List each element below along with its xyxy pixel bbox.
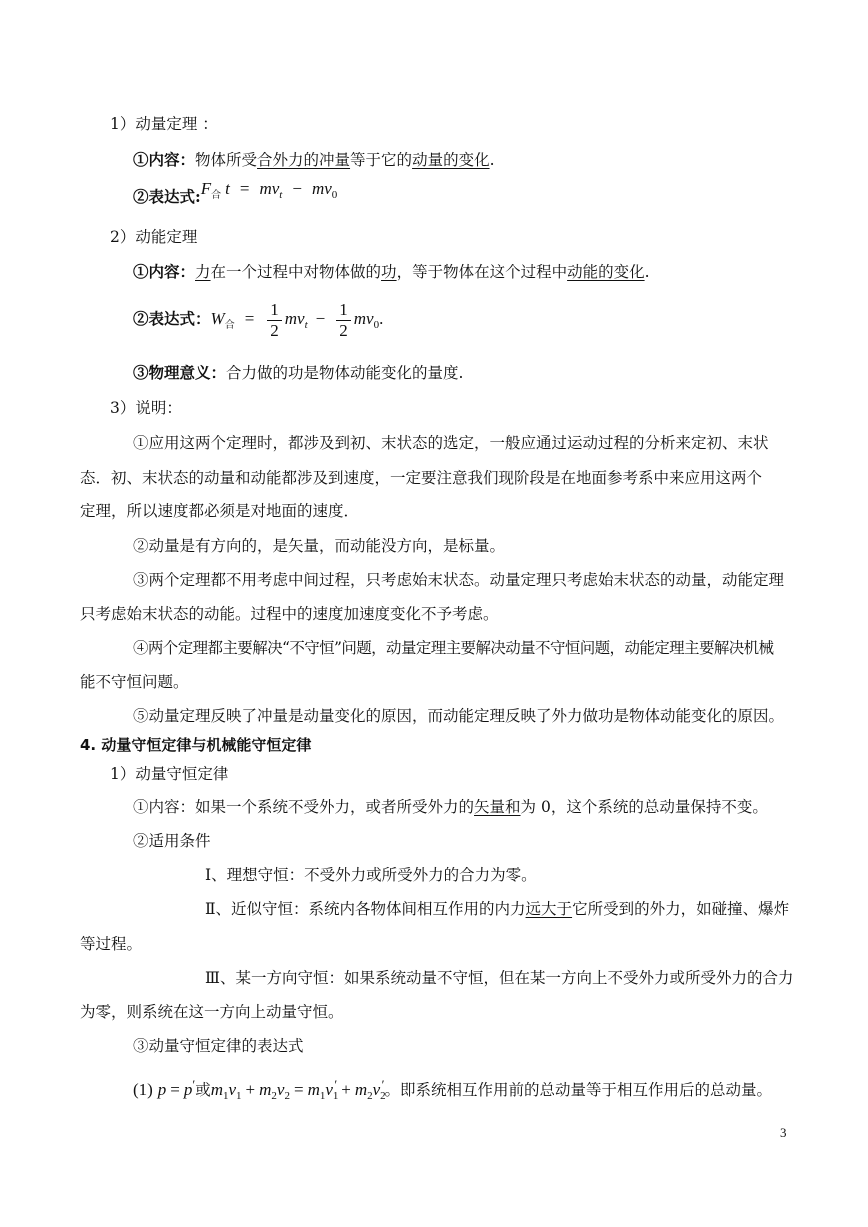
kinetic-theorem-content: ①内容：力在一个过程中对物体做的功，等于物体在这个过程中动能的变化. xyxy=(133,262,650,281)
note-line: ③两个定理都不用考虑中间过程，只考虑始末状态。动量定理只考虑始末状态的动量，动能定理 xyxy=(133,571,785,589)
underlined-term: 远大于 xyxy=(525,900,573,918)
note-line: ④两个定理都主要解决“不守恒”问题，动量定理主要解决动量不守恒问题，动能定理主要解决机械 xyxy=(133,639,774,657)
note-line: 态．初、末状态的动量和动能都涉及到速度，一定要注意我们现阶段是在地面参考系中来应用这两个 xyxy=(80,469,763,487)
section-title-momentum-theorem: 1）动量定理 ： xyxy=(110,115,218,133)
underlined-term: 合外力的冲量 xyxy=(257,151,351,169)
section-title-kinetic-energy-theorem: 2）动能定理 xyxy=(110,228,198,246)
note-line: ①应用这两个定理时，都涉及到初、末状态的选定，一般应通过运动过程的分析来定初、末状 xyxy=(133,434,769,452)
underlined-term: 动量的变化 xyxy=(412,151,490,169)
expression-title: ③动量守恒定律的表达式 xyxy=(133,1037,304,1055)
note-line: 只考虑始末状态的动能。过程中的速度加速度变化不予考虑。 xyxy=(80,605,499,623)
heading-conservation-laws: 4. 动量守恒定律与机械能守恒定律 xyxy=(80,736,312,754)
condition-one-direction: Ⅲ、某一方向守恒：如果系统动量不守恒，但在某一方向上不受外力或所受外力的合力 xyxy=(205,969,794,987)
note-line: 能不守恒问题。 xyxy=(80,673,189,691)
page-number: 3 xyxy=(780,1125,787,1140)
formula-work-energy: $W_合$ = $\frac{1}{2}$ $mv_t$ − $\frac{1}{2}$ $mv_0$. xyxy=(210,299,384,340)
content-label: ①内容： xyxy=(133,150,196,169)
formula-momentum-sum: $m_1v_1 + m_2v_2 = m_1v_1' + m_2v_2'$ xyxy=(210,1077,386,1102)
kinetic-theorem-expression: ②表达式：$W_合$ = $\frac{1}{2}$ $mv_t$ − $\frac{1}{2}$ $mv_0$. xyxy=(133,299,384,340)
formula-impulse-momentum: $F_合$ $t = mv_t - mv_0$ xyxy=(200,179,338,201)
note-line: ⑤动量定理反映了冲量是动量变化的原因，而动能定理反映了外力做功是物体动能变化的原因。 xyxy=(133,707,785,725)
note-line: 定理，所以速度都必须是对地面的速度． xyxy=(80,502,360,520)
condition-one-direction-cont: 为零，则系统在这一方向上动量守恒。 xyxy=(80,1003,344,1021)
momentum-conservation-expression: (1) p = p′或$m_1v_1 + m_2v_2 = m_1v_1' + m_2v_2'$。即系统相互作用前的总动量等于相互作用后的总动量。 xyxy=(133,1077,773,1102)
momentum-theorem-expression: ②表达式$:F_合$ $t = mv_t - mv_0$ xyxy=(133,179,338,206)
note-line: ②动量是有方向的，是矢量，而动能没方向，是标量。 xyxy=(133,537,506,555)
applicable-conditions-title: ②适用条件 xyxy=(133,832,211,850)
underlined-term: 力 xyxy=(195,263,211,281)
formula-p-equals-p-prime: p = p′ xyxy=(157,1077,196,1099)
section-title-notes: 3）说明： xyxy=(110,399,182,417)
condition-ideal: Ⅰ、理想守恒：不受外力或所受外力的合力为零。 xyxy=(205,866,537,884)
kinetic-theorem-meaning: ③物理意义：合力做的功是物体动能变化的量度. xyxy=(133,363,464,382)
momentum-theorem-content: ①内容：物体所受合外力的冲量等于它的动量的变化. xyxy=(133,150,495,169)
condition-approximate: Ⅱ、近似守恒：系统内各物体间相互作用的内力远大于它所受到的外力，如碰撞、爆炸 xyxy=(205,900,790,918)
underlined-term: 动能的变化 xyxy=(567,263,645,281)
underlined-term: 矢量和 xyxy=(474,798,521,816)
section-title-momentum-conservation: 1）动量守恒定律 xyxy=(110,765,229,783)
momentum-conservation-content: ①内容：如果一个系统不受外力，或者所受外力的矢量和为 0，这个系统的总动量保持不变。 xyxy=(133,798,768,816)
condition-approximate-cont: 等过程。 xyxy=(80,935,143,953)
underlined-term: 功 xyxy=(381,263,397,281)
